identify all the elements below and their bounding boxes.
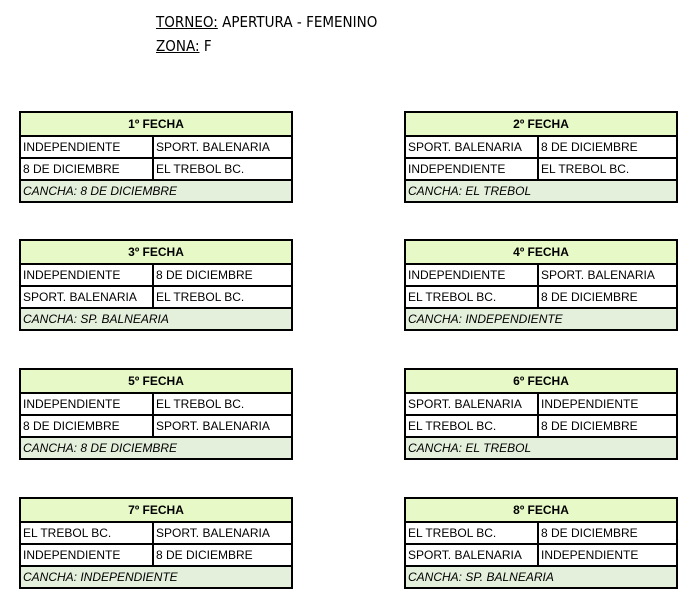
cancha-cell: CANCHA: 8 DE DICIEMBRE	[20, 437, 292, 459]
team-cell: INDEPENDIENTE	[405, 158, 538, 180]
torneo-label: TORNEO:	[156, 13, 218, 31]
match-row	[20, 544, 292, 566]
match-row	[20, 393, 292, 415]
team-cell: 8 DE DICIEMBRE	[538, 522, 677, 544]
team-cell: INDEPENDIENTE	[20, 136, 153, 158]
match-row	[20, 286, 292, 308]
team-cell: INDEPENDIENTE	[405, 264, 538, 286]
match-row	[20, 136, 292, 158]
team-cell: SPORT. BALENARIA	[153, 522, 292, 544]
match-row	[405, 158, 677, 180]
fecha-table-2	[404, 111, 678, 203]
fecha-table-1	[19, 111, 293, 203]
fecha-title: 4º FECHA	[405, 240, 677, 264]
match-row	[20, 158, 292, 180]
zona-label: ZONA:	[156, 37, 200, 55]
cancha-cell: CANCHA: EL TREBOL	[405, 180, 677, 202]
torneo-value: APERTURA - FEMENINO	[222, 13, 378, 31]
fecha-title: 6º FECHA	[405, 369, 677, 393]
team-cell: EL TREBOL BC.	[20, 522, 153, 544]
team-cell: 8 DE DICIEMBRE	[20, 415, 153, 437]
team-cell: 8 DE DICIEMBRE	[20, 158, 153, 180]
team-cell: EL TREBOL BC.	[153, 158, 292, 180]
team-cell: 8 DE DICIEMBRE	[153, 544, 292, 566]
fecha-title: 3º FECHA	[20, 240, 292, 264]
team-cell: INDEPENDIENTE	[20, 264, 153, 286]
cancha-cell: CANCHA: INDEPENDIENTE	[405, 308, 677, 330]
team-cell: SPORT. BALENARIA	[538, 264, 677, 286]
match-row	[20, 522, 292, 544]
torneo-line	[156, 10, 377, 34]
team-cell: INDEPENDIENTE	[538, 544, 677, 566]
team-cell: EL TREBOL BC.	[153, 393, 292, 415]
fecha-table-6	[404, 368, 678, 460]
team-cell: SPORT. BALENARIA	[153, 415, 292, 437]
fecha-table-3	[19, 239, 293, 331]
match-row	[405, 264, 677, 286]
match-row	[405, 415, 677, 437]
cancha-cell: CANCHA: 8 DE DICIEMBRE	[20, 180, 292, 202]
fecha-table-8	[404, 497, 678, 589]
team-cell: 8 DE DICIEMBRE	[538, 136, 677, 158]
team-cell: EL TREBOL BC.	[153, 286, 292, 308]
cancha-cell: CANCHA: INDEPENDIENTE	[20, 566, 292, 588]
cancha-cell: CANCHA: SP. BALNEARIA	[405, 566, 677, 588]
fecha-table-7	[19, 497, 293, 589]
team-cell: EL TREBOL BC.	[538, 158, 677, 180]
match-row	[405, 544, 677, 566]
match-row	[405, 286, 677, 308]
fecha-title: 5º FECHA	[20, 369, 292, 393]
team-cell: INDEPENDIENTE	[20, 544, 153, 566]
fecha-title: 1º FECHA	[20, 112, 292, 136]
fecha-title: 2º FECHA	[405, 112, 677, 136]
team-cell: 8 DE DICIEMBRE	[538, 286, 677, 308]
fecha-table-5	[19, 368, 293, 460]
zona-value: F	[203, 37, 212, 55]
fecha-title: 8º FECHA	[405, 498, 677, 522]
match-row	[405, 522, 677, 544]
team-cell: INDEPENDIENTE	[538, 393, 677, 415]
cancha-cell: CANCHA: SP. BALNEARIA	[20, 308, 292, 330]
team-cell: 8 DE DICIEMBRE	[153, 264, 292, 286]
team-cell: EL TREBOL BC.	[405, 522, 538, 544]
fecha-title: 7º FECHA	[20, 498, 292, 522]
match-row	[405, 393, 677, 415]
match-row	[20, 264, 292, 286]
cancha-cell: CANCHA: EL TREBOL	[405, 437, 677, 459]
fecha-table-4	[404, 239, 678, 331]
team-cell: EL TREBOL BC.	[405, 415, 538, 437]
team-cell: 8 DE DICIEMBRE	[538, 415, 677, 437]
tournament-header	[156, 10, 402, 58]
match-row	[20, 415, 292, 437]
team-cell: EL TREBOL BC.	[405, 286, 538, 308]
team-cell: SPORT. BALENARIA	[405, 136, 538, 158]
team-cell: SPORT. BALENARIA	[20, 286, 153, 308]
team-cell: SPORT. BALENARIA	[153, 136, 292, 158]
zona-line	[156, 34, 377, 58]
team-cell: SPORT. BALENARIA	[405, 544, 538, 566]
team-cell: INDEPENDIENTE	[20, 393, 153, 415]
match-row	[405, 136, 677, 158]
team-cell: SPORT. BALENARIA	[405, 393, 538, 415]
